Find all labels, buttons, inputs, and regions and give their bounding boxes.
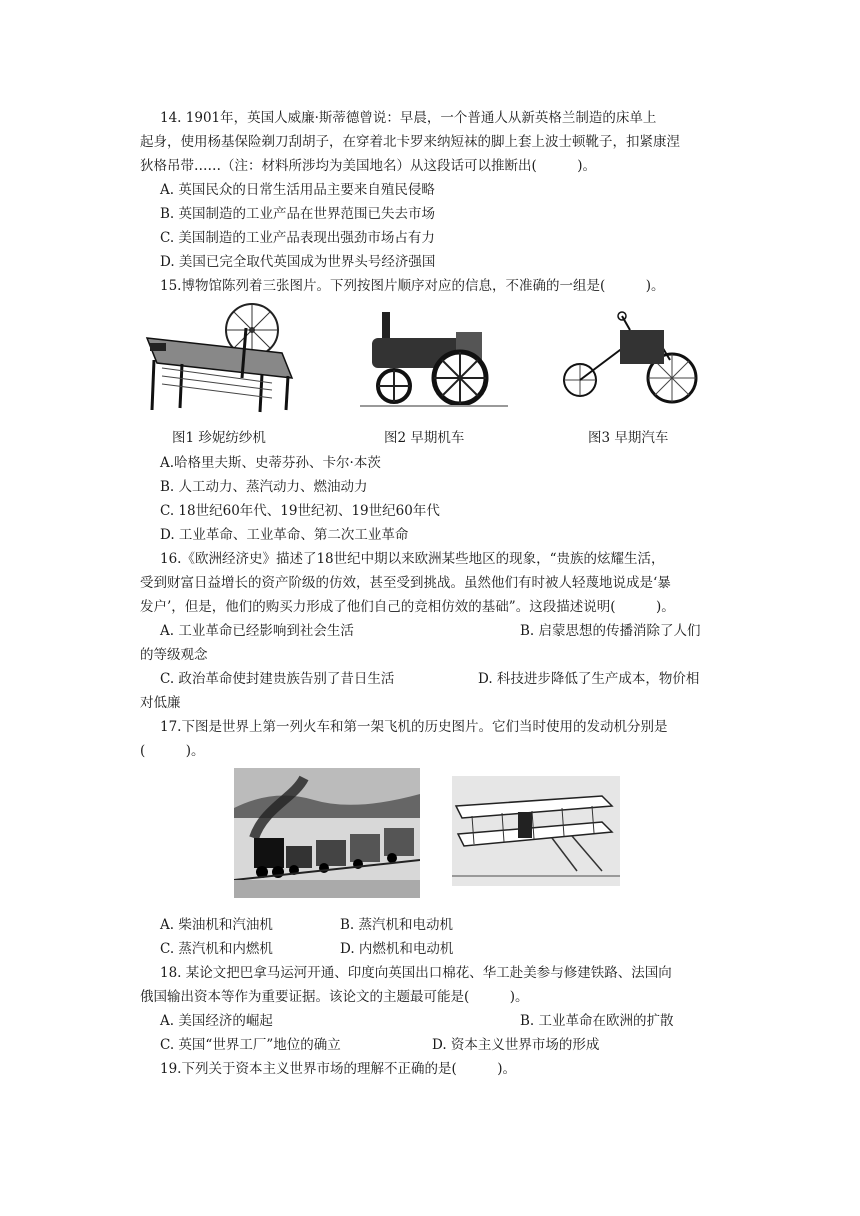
figure-2-caption: 图2 早期机车 [384,430,465,446]
q18-option-d: D. 资本主义世界市场的形成 [432,1037,600,1053]
q16-option-a: A. 工业革命已经影响到社会生活 [160,623,354,639]
q14-stem-line3: 狄格吊带……（注：材料所涉均为美国地名）从这段话可以推断出( )。 [140,158,597,174]
q14-stem-line2: 起身，使用杨基保险剃刀刮胡子，在穿着北卡罗来纳短袜的脚上套上波士顿靴子，扣紧康涅 [140,134,680,150]
q17-stem-line1: 17.下图是世界上第一列火车和第一架飞机的历史图片。它们当时使用的发动机分别是 [160,719,668,735]
q15-option-a: A.哈格里夫斯、史蒂芬孙、卡尔·本茨 [160,455,381,471]
first-airplane-image [452,776,620,886]
q16-stem-line3: 发户’，但是，他们的购买力形成了他们自己的竞相仿效的基础”。这段描述说明( )。 [140,599,675,615]
q14-option-d: D. 美国已完全取代英国成为世界头号经济强国 [160,254,436,270]
spinning-jenny-image [142,298,297,416]
q16-option-b: B. 启蒙思想的传播消除了人们 [520,623,701,639]
q18-option-b: B. 工业革命在欧洲的扩散 [520,1013,674,1029]
q18-stem-line2: 俄国输出资本等作为重要证据。该论文的主题最可能是( )。 [140,989,529,1005]
q14-option-c: C. 美国制造的工业产品表现出强劲市场占有力 [160,230,435,246]
q17-option-b: B. 蒸汽机和电动机 [340,917,454,933]
q15-option-b: B. 人工动力、蒸汽动力、燃油动力 [160,479,368,495]
q16-option-d-cont: 对低廉 [140,695,181,711]
q16-stem-line1: 16.《欧洲经济史》描述了18世纪中期以来欧洲某些地区的现象，“贵族的炫耀生活， [160,551,665,567]
q19-stem: 19.下列关于资本主义世界市场的理解不正确的是( )。 [160,1061,517,1077]
q18-option-c: C. 英国“世界工厂”地位的确立 [160,1037,341,1053]
q15-option-d: D. 工业革命、工业革命、第二次工业革命 [160,527,409,543]
early-locomotive-image [360,304,508,410]
q18-option-a: A. 美国经济的崛起 [160,1013,273,1029]
q14-option-b: B. 英国制造的工业产品在世界范围已失去市场 [160,206,436,222]
q17-option-d: D. 内燃机和电动机 [340,941,454,957]
q16-stem-line2: 受到财富日益增长的资产阶级的仿效，甚至受到挑战。虽然他们有时被人轻蔑地说成是‘暴 [140,575,671,591]
q16-option-d: D. 科技进步降低了生产成本，物价相 [478,671,700,687]
q16-option-c: C. 政治革命使封建贵族告别了昔日生活 [160,671,395,687]
q14-option-a: A. 英国民众的日常生活用品主要来自殖民侵略 [160,182,435,198]
figure-3-caption: 图3 早期汽车 [588,430,669,446]
q17-option-a: A. 柴油机和汽油机 [160,917,273,933]
q17-option-c: C. 蒸汽机和内燃机 [160,941,273,957]
q15-option-c: C. 18世纪60年代、19世纪初、19世纪60年代 [160,503,440,519]
early-automobile-image [560,310,700,410]
q17-stem-line2: ( )。 [140,743,205,759]
q15-stem: 15.博物馆陈列着三张图片。下列按图片顺序对应的信息，不准确的一组是( )。 [160,278,665,294]
first-train-image [234,768,420,898]
q18-stem-line1: 18. 某论文把巴拿马运河开通、印度向英国出口棉花、华工赴美参与修建铁路、法国向 [160,965,672,981]
q16-option-b-cont: 的等级观念 [140,647,208,663]
q14-stem-line1: 14. 1901年，英国人威廉·斯蒂德曾说：早晨，一个普通人从新英格兰制造的床单上 [160,110,657,126]
figure-1-caption: 图1 珍妮纺纱机 [172,430,266,446]
